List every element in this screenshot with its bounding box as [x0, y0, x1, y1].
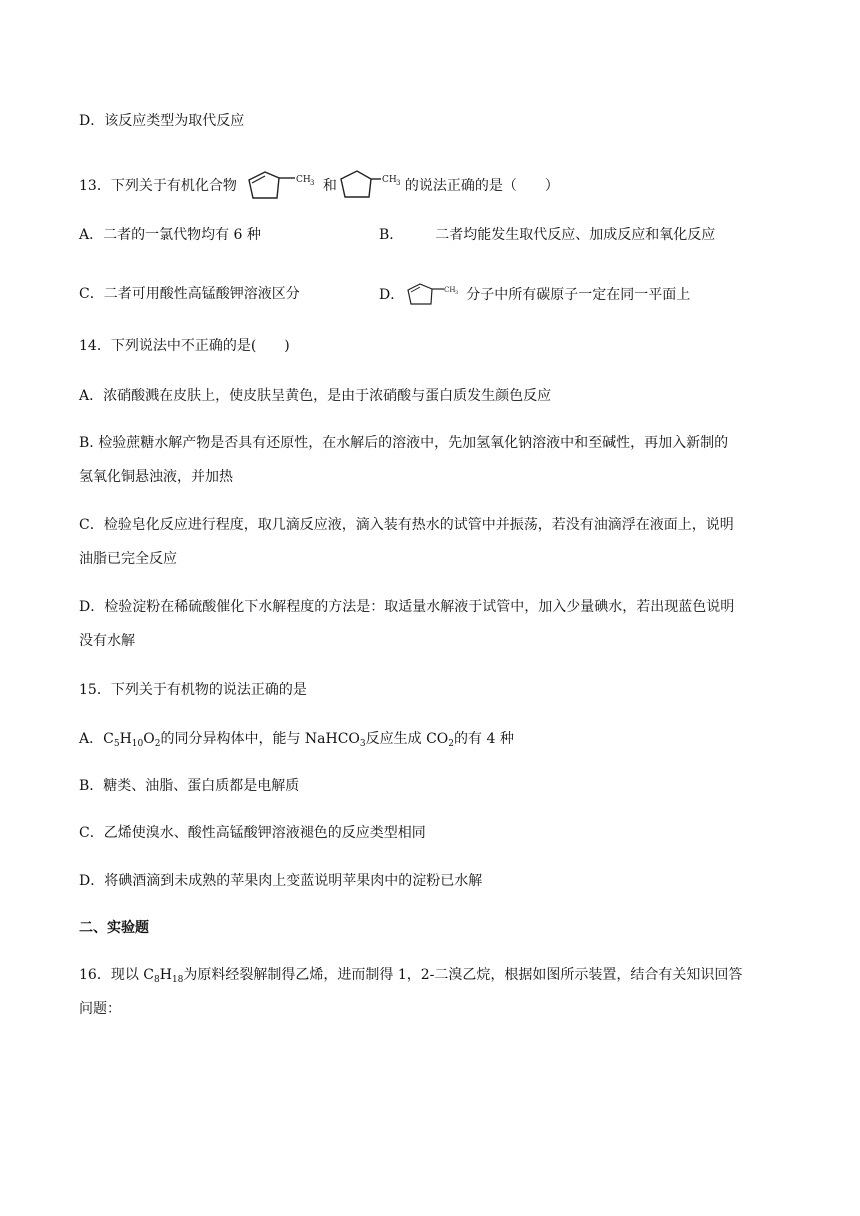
q16-text-2: H [159, 967, 172, 983]
svg-text:CH: CH [444, 286, 456, 294]
q14-option-a: A．浓硝酸溅在皮肤上，使皮肤呈黄色，是由于浓硝酸与蛋白质发生颜色反应 [79, 388, 552, 404]
q13-stem-prefix: 13．下列关于有机化合物 [79, 178, 237, 194]
methylcyclopentene-structure-2 [404, 280, 466, 310]
q13-stem-and: 和 [322, 178, 337, 194]
methylcyclopentane-structure [337, 167, 405, 205]
q15-a-sub-2: 10 [131, 739, 144, 749]
q16-text-1: 16．现以 C [79, 967, 154, 983]
q15-a-sub-3: 2 [154, 739, 161, 749]
q15-a-text-2: H [119, 731, 132, 747]
q16-stem-line2: 问题： [79, 1001, 121, 1017]
q16-text-3: 为原料经裂解制得乙烯，进而制得 1，2-二溴乙烷，根据如图所示装置，结合有关知识回答 [183, 967, 743, 983]
q13-option-d-letter: D． [379, 287, 405, 303]
q13-option-d [379, 280, 690, 310]
q13-option-d-text: 分子中所有碳原子一定在同一平面上 [466, 287, 691, 303]
q15-a-text-3: O [143, 731, 155, 747]
q15-a-sub-5: 2 [448, 739, 455, 749]
q14-option-c-line1: C．检验皂化反应进行程度，取几滴反应液，滴入装有热水的试管中并振荡，若没有油滴浮在液面上，说明 [79, 517, 734, 533]
q15-option-d: D．将碘酒滴到未成熟的苹果肉上变蓝说明苹果肉中的淀粉已水解 [79, 873, 483, 889]
svg-text:3: 3 [455, 290, 459, 296]
svg-text:3: 3 [309, 179, 315, 187]
q15-a-text-1: A．C [79, 731, 114, 747]
q14-option-d-line1: D．检验淀粉在稀硫酸催化下水解程度的方法是：取适量水解液于试管中，加入少量碘水，若出现蓝色说明 [79, 599, 735, 615]
q15-option-b: B．糖类、油脂、蛋白质都是电解质 [79, 778, 300, 794]
q13-option-b-letter: B． [379, 227, 404, 243]
methylcyclopentene-structure-1 [237, 164, 323, 208]
svg-text:CH: CH [381, 175, 397, 185]
q13-option-a: A．二者的一氯代物均有 6 种 [79, 227, 261, 243]
q15-option-a [79, 729, 514, 749]
svg-text:3: 3 [395, 179, 401, 187]
q13-option-c: C．二者可用酸性高锰酸钾溶液区分 [79, 286, 300, 302]
q15-a-sub-1: 5 [113, 739, 120, 749]
q14-option-c-line2: 油脂已完全反应 [79, 551, 177, 567]
q15-a-sub-4: 3 [359, 739, 366, 749]
q13-option-b [379, 225, 715, 245]
q16-sub-2: 18 [171, 975, 184, 985]
q15-stem: 15．下列关于有机物的说法正确的是 [79, 682, 307, 698]
q13-option-b-text: 二者均能发生取代反应、加成反应和氧化反应 [435, 227, 716, 243]
q15-a-text-5: 反应生成 CO [365, 731, 449, 747]
q14-option-b-line2: 氢氧化铜悬浊液，并加热 [79, 469, 233, 485]
q13-stem-suffix: 的说法正确的是（ ） [404, 178, 559, 194]
q13-stem [79, 164, 559, 208]
section-title: 二、实验题 [79, 920, 149, 936]
q14-stem: 14．下列说法中不正确的是( ) [79, 338, 290, 354]
q15-option-c: C．乙烯使溴水、酸性高锰酸钾溶液褪色的反应类型相同 [79, 825, 426, 841]
q15-a-text-4: 的同分异构体中，能与 NaHCO [160, 731, 360, 747]
q12-option-d: D．该反应类型为取代反应 [79, 113, 245, 129]
q15-a-text-6: 的有 4 种 [454, 731, 514, 747]
q14-option-b-line1: B. 检验蔗糖水解产物是否具有还原性，在水解后的溶液中，先加氢氧化钠溶液中和至碱性，再加入新制的 [79, 435, 729, 451]
svg-text:CH: CH [295, 175, 311, 185]
q16-sub-1: 8 [153, 975, 160, 985]
q16-stem-line1 [79, 965, 742, 985]
q14-option-d-line2: 没有水解 [79, 633, 135, 649]
